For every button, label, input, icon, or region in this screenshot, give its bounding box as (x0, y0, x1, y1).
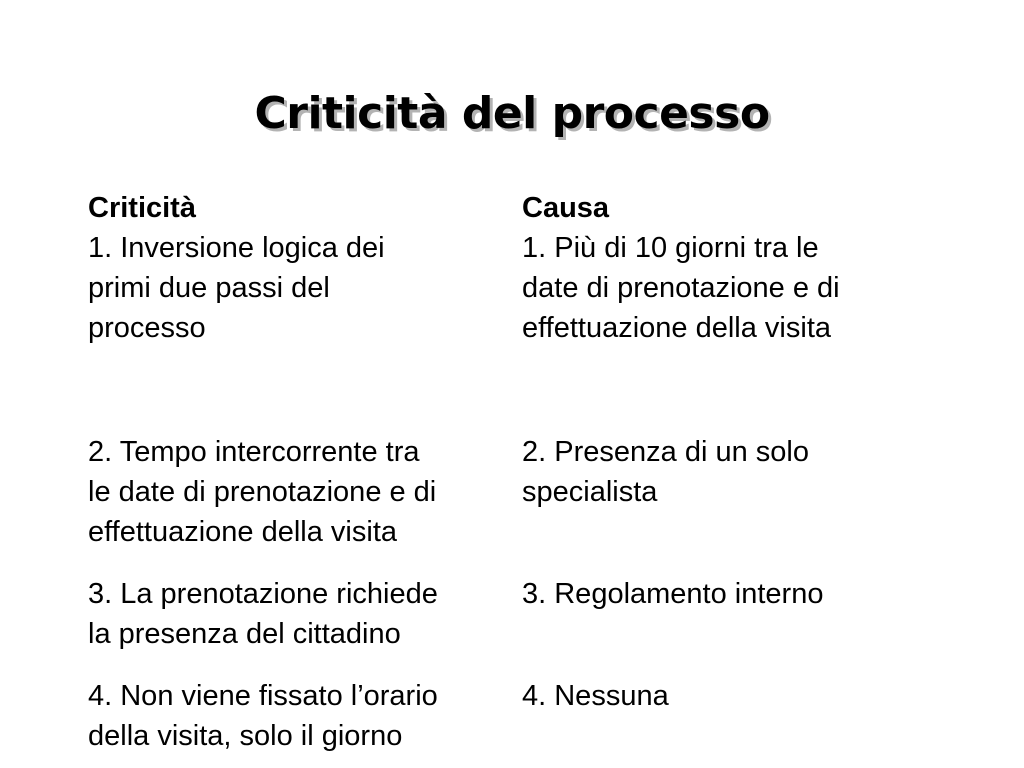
causa-line: date di prenotazione e di (522, 272, 840, 304)
criticita-line: 1. Inversione logica dei (88, 232, 385, 264)
causa-line: 4. Nessuna (522, 680, 669, 712)
criticita-header: Criticità (88, 192, 196, 224)
criticita-line: della visita, solo il giorno (88, 720, 403, 752)
slide-title: Criticità del processo (254, 88, 770, 139)
causa-line: 1. Più di 10 giorni tra le (522, 232, 819, 264)
criticita-line: le date di prenotazione e di (88, 476, 437, 508)
criticita-line: 3. La prenotazione richiede (88, 578, 438, 610)
causa-line: specialista (522, 476, 658, 508)
criticita-item (88, 432, 508, 574)
causa-line: 2. Presenza di un solo (522, 436, 809, 468)
causa-item (522, 574, 922, 676)
criticita-item (88, 676, 508, 756)
criticita-item (88, 574, 508, 676)
criticita-line: effettuazione della visita (88, 516, 398, 548)
causa-header: Causa (522, 192, 610, 224)
causa-line: effettuazione della visita (522, 312, 832, 344)
causa-column (522, 188, 922, 756)
criticita-line: la presenza del cittadino (88, 618, 401, 650)
criticita-item (88, 228, 508, 432)
causa-line: 3. Regolamento interno (522, 578, 824, 610)
causa-item (522, 676, 922, 756)
criticita-column (88, 188, 508, 756)
criticita-line: processo (88, 312, 206, 344)
criticita-line: primi due passi del (88, 272, 330, 304)
criticita-line: 2. Tempo intercorrente tra (88, 436, 420, 468)
causa-item (522, 432, 922, 574)
criticita-line: 4. Non viene fissato l’orario (88, 680, 438, 712)
causa-item (522, 228, 922, 432)
